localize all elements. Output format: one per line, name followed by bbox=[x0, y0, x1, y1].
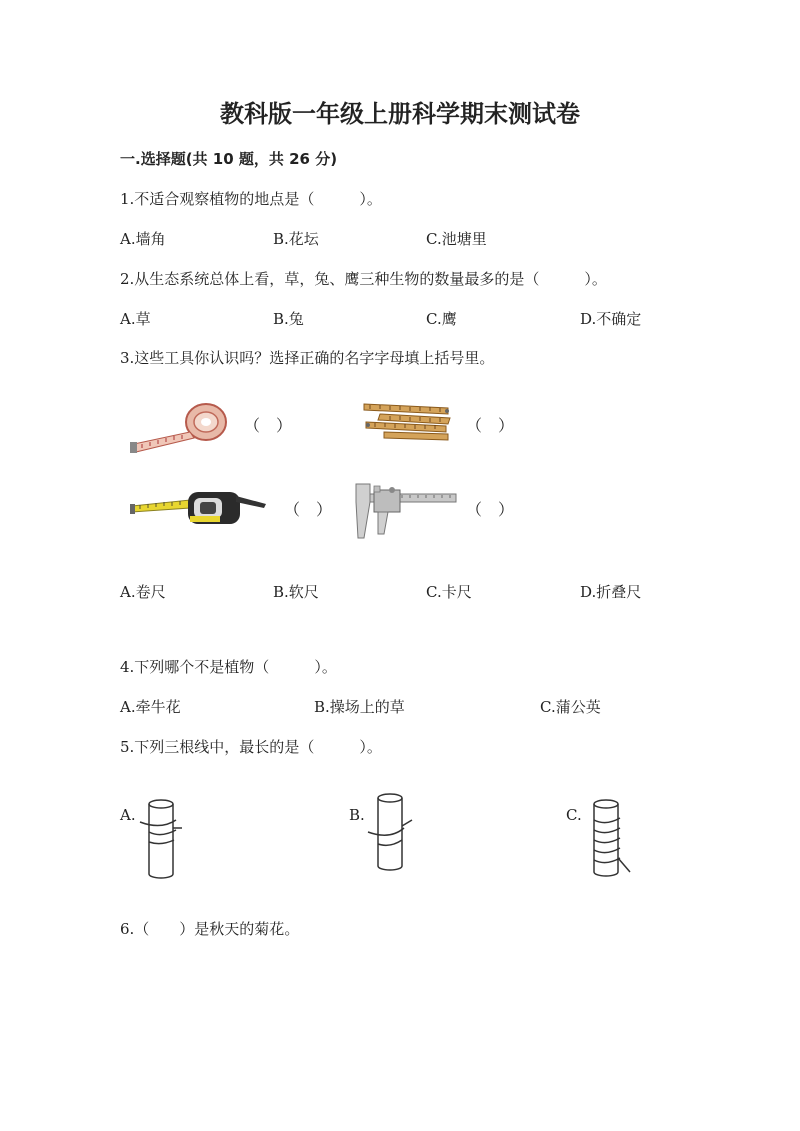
question-3-option-c: C.卡尺 bbox=[426, 583, 472, 601]
question-2-option-c: C.鹰 bbox=[426, 310, 457, 328]
question-2-option-a: A.草 bbox=[120, 310, 151, 328]
folding-ruler-icon bbox=[360, 398, 452, 444]
coil-a-icon bbox=[136, 796, 186, 880]
section-heading: 一.选择题(共 10 题，共 26 分) bbox=[120, 150, 338, 168]
question-4-option-c: C.蒲公英 bbox=[540, 698, 601, 716]
tool-4-answer-blank[interactable]: （ ） bbox=[466, 500, 515, 519]
question-1-option-b: B.花坛 bbox=[273, 230, 319, 248]
question-3-option-b: B.软尺 bbox=[273, 583, 319, 601]
tape-measure-icon bbox=[128, 486, 268, 530]
question-6-stem: 6.（ ）是秋天的菊花。 bbox=[120, 920, 300, 938]
question-4-stem: 4.下列哪个不是植物（ ）。 bbox=[120, 658, 337, 676]
question-4-option-b: B.操场上的草 bbox=[314, 698, 405, 716]
tool-1-answer-blank[interactable]: （ ） bbox=[244, 416, 293, 435]
question-3-option-a: A.卷尺 bbox=[120, 583, 166, 601]
soft-tape-measure-icon bbox=[128, 398, 233, 456]
question-5-option-a: A. bbox=[120, 806, 136, 824]
caliper-icon bbox=[350, 480, 460, 542]
question-1-stem: 1.不适合观察植物的地点是（ ）。 bbox=[120, 190, 382, 208]
tool-2-answer-blank[interactable]: （ ） bbox=[466, 416, 515, 435]
question-2-option-d: D.不确定 bbox=[580, 310, 642, 328]
question-1-option-a: A.墙角 bbox=[120, 230, 166, 248]
question-4-option-a: A.牵牛花 bbox=[120, 698, 181, 716]
coil-b-icon bbox=[364, 790, 416, 874]
question-2-stem: 2.从生态系统总体上看，草，兔、鹰三种生物的数量最多的是（ ）。 bbox=[120, 270, 607, 288]
question-3-option-d: D.折叠尺 bbox=[580, 583, 642, 601]
tool-3-answer-blank[interactable]: （ ） bbox=[284, 500, 333, 519]
page-title: 教科版一年级上册科学期末测试卷 bbox=[220, 100, 580, 128]
question-5-option-b: B. bbox=[349, 806, 365, 824]
question-5-option-c: C. bbox=[566, 806, 582, 824]
coil-c-icon bbox=[582, 796, 636, 880]
question-1-option-c: C.池塘里 bbox=[426, 230, 487, 248]
question-5-stem: 5.下列三根线中，最长的是（ ）。 bbox=[120, 738, 382, 756]
question-3-stem: 3.这些工具你认识吗？选择正确的名字字母填上括号里。 bbox=[120, 349, 495, 367]
question-2-option-b: B.兔 bbox=[273, 310, 304, 328]
